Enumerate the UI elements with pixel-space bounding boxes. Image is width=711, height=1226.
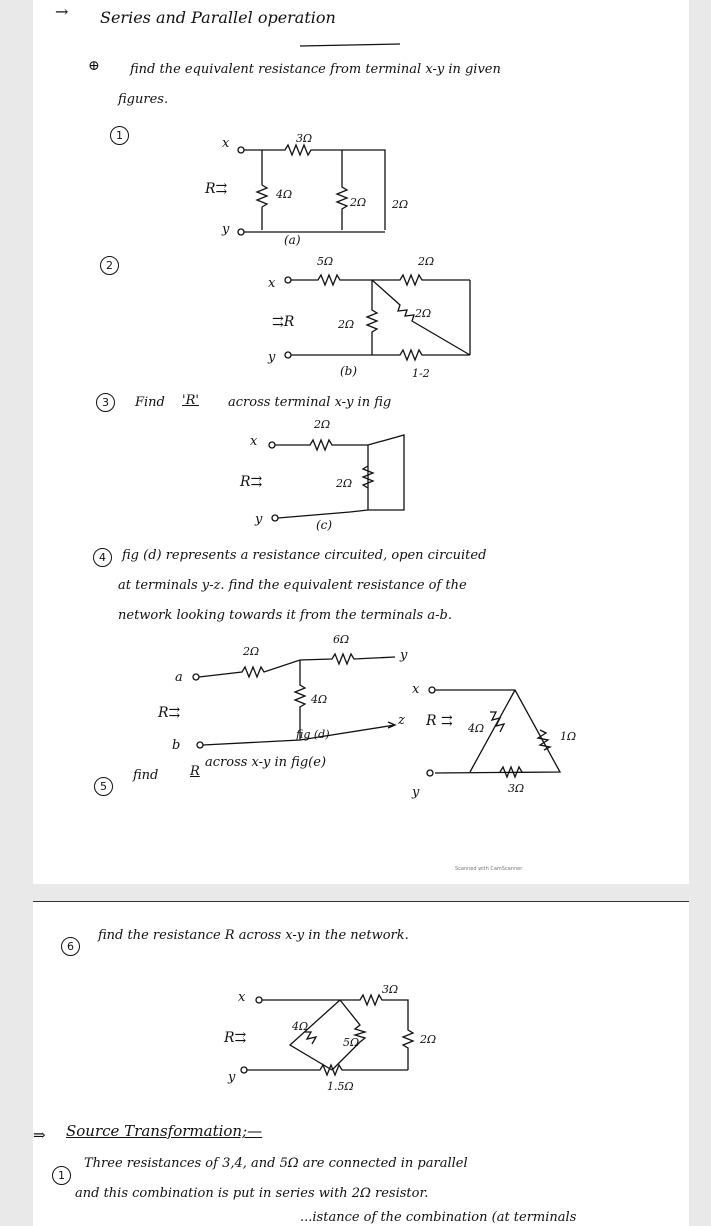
resistor-1-label: 1Ω (560, 730, 577, 743)
resistor-4-label: 4Ω (292, 1020, 309, 1033)
resistor-3-label: 3Ω (508, 782, 525, 795)
q6-text: find the resistance R across x-y in the network. (98, 928, 409, 943)
question-number-6: 6 (61, 937, 80, 956)
resistor-2-diagonal-label: 2Ω (415, 307, 432, 320)
instruction-line-2: figures. (118, 92, 169, 107)
terminal-y: y (412, 785, 420, 800)
q3-text-after: across terminal x-y in fig (228, 395, 392, 410)
question-number-3: 3 (96, 393, 115, 412)
question-number-4: 4 (93, 548, 112, 567)
terminal-y: y (400, 648, 408, 663)
resistor-4-label: 4Ω (311, 693, 328, 706)
resistor-2-top-label: 2Ω (418, 255, 435, 268)
terminal-x: x (222, 136, 230, 151)
p1-line-2: and this combination is put in series with 2Ω resistor. (75, 1186, 429, 1201)
margin-mark: 1-2 (412, 367, 430, 380)
terminal-a: a (175, 670, 183, 685)
resistor-2a-label: 2Ω (350, 196, 367, 209)
resistor-2b-label: 2Ω (392, 198, 409, 211)
resistor-2-left-label: 2Ω (338, 318, 355, 331)
terminal-y: y (255, 512, 263, 527)
page-title: Series and Parallel operation (100, 8, 336, 27)
resistor-4-label: 4Ω (468, 722, 485, 735)
section-arrow: ⇒ (33, 1126, 46, 1144)
resistance-arrow-label: R⇉ (205, 181, 228, 197)
problem-number-1: 1 (52, 1166, 71, 1185)
resistance-arrow-label: R⇉ (224, 1030, 247, 1046)
terminal-x: x (268, 276, 276, 291)
header-arrow: → (55, 2, 69, 21)
figure-caption-c: (c) (316, 518, 333, 532)
resistor-3-label: 3Ω (382, 983, 399, 996)
resistance-arrow-label: R⇉ (240, 474, 263, 490)
scanner-stamp: Scanned with CamScanner (455, 866, 523, 872)
question-number-1: 1 (110, 126, 129, 145)
figure-caption-d: fig (d) (296, 728, 330, 741)
q4-line-2: at terminals y-z. find the equivalent resistance of the (118, 578, 467, 593)
q3-term: 'R' (182, 393, 199, 408)
question-number-2: 2 (100, 256, 119, 275)
question-number-5: 5 (94, 777, 113, 796)
q5-text-before: find (133, 768, 159, 783)
resistance-arrow-label: ⇉R (272, 314, 295, 330)
terminal-x: x (238, 990, 246, 1005)
q4-line-1: fig (d) represents a resistance circuited, open circuited (122, 548, 487, 563)
resistor-3-label: 3Ω (296, 132, 313, 145)
p1-line-3: ...istance of the combination (at terminals (300, 1210, 577, 1225)
instruction-line-1: find the equivalent resistance from terminal x-y in given (130, 62, 501, 77)
resistor-2-top-label: 2Ω (314, 418, 331, 431)
resistor-2-label: 2Ω (243, 645, 260, 658)
q4-line-3: network looking towards it from the terminals a-b. (118, 608, 452, 623)
terminal-b: b (172, 738, 181, 753)
q5-term: R (190, 764, 200, 779)
resistor-6-label: 6Ω (333, 633, 350, 646)
resistor-5-label: 5Ω (343, 1036, 360, 1049)
terminal-x: x (412, 682, 420, 697)
bullet-icon: ⊕ (88, 58, 100, 74)
resistor-5-label: 5Ω (317, 255, 334, 268)
terminal-y: y (228, 1070, 236, 1085)
q3-text-before: Find (135, 395, 165, 410)
terminal-y: y (222, 222, 230, 237)
section-title: Source Transformation;— (66, 1122, 263, 1140)
figure-caption-a: (a) (284, 233, 301, 247)
figure-caption-b: (b) (340, 364, 358, 378)
resistance-arrow-label: R⇉ (158, 705, 181, 721)
resistor-2-right-label: 2Ω (336, 477, 353, 490)
resistance-arrow-label: R ⇉ (426, 713, 453, 729)
terminal-y: y (268, 350, 276, 365)
resistor-1-5-label: 1.5Ω (327, 1080, 354, 1093)
resistor-2-label: 2Ω (420, 1033, 437, 1046)
resistor-4-label: 4Ω (276, 188, 293, 201)
q5-text-after: across x-y in fig(e) (205, 755, 327, 770)
terminal-z: z (398, 713, 405, 728)
p1-line-1: Three resistances of 3,4, and 5Ω are connected in parallel (84, 1156, 468, 1171)
terminal-x: x (250, 434, 258, 449)
